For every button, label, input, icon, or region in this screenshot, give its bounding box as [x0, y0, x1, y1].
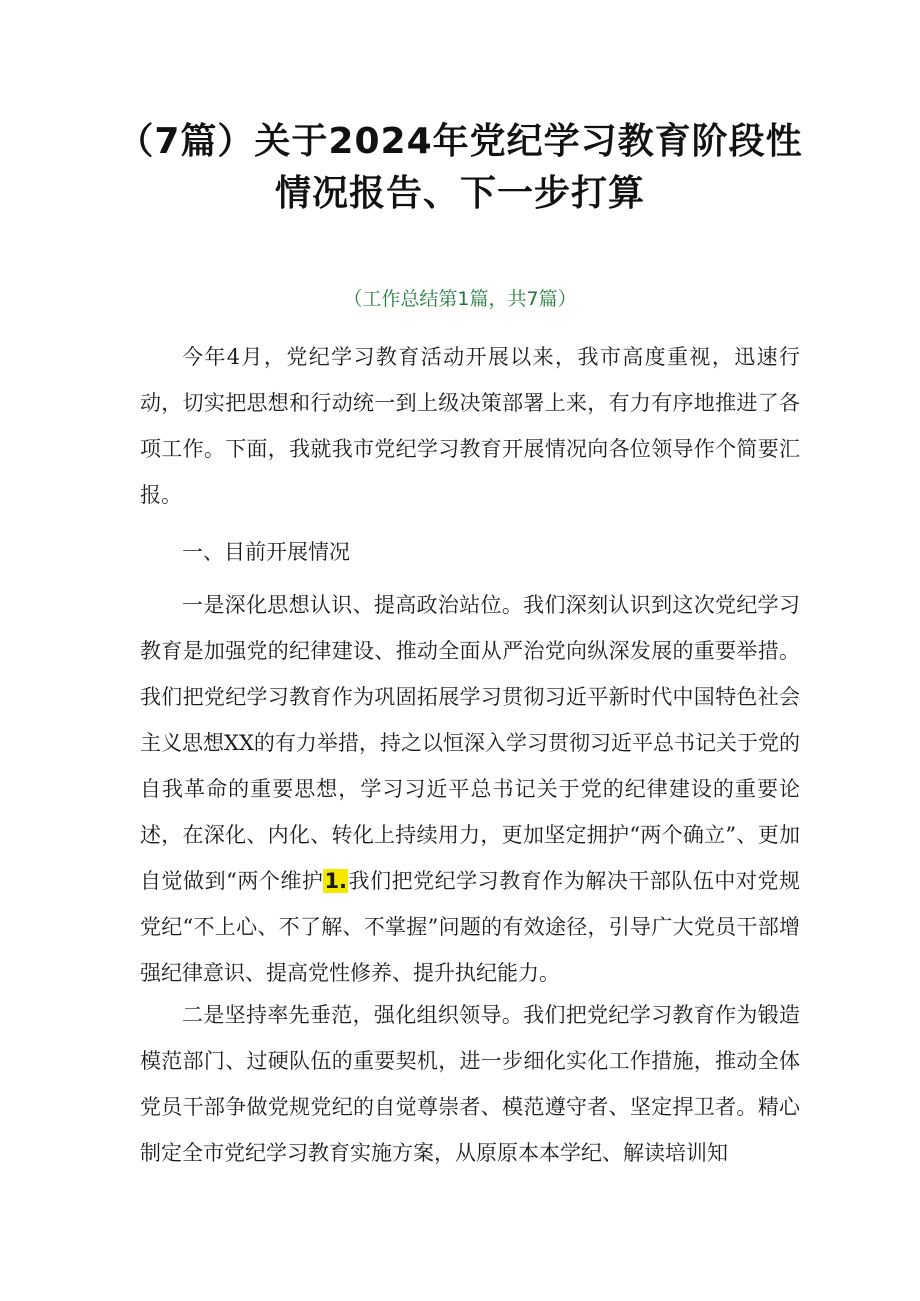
document-subtitle: （工作总结第1篇，共7篇） [343, 288, 577, 310]
paragraph-point-two: 二是坚持率先垂范，强化组织领导。我们把党纪学习教育作为锻造模范部门、过硬队伍的重要契机，进一步细化实化工作措施，推动全体党员干部争做党规党纪的自觉尊崇者、模范遵守者、坚定捍卫者。精心制定全市党纪学习教育实施方案，从原原本本学纪、解读培训知 [140, 1003, 800, 1165]
paragraph-point-one [140, 582, 800, 996]
document-title-line-1: （7篇）关于2024年党纪学习教育阶段性 [117, 121, 803, 162]
paragraph-point-one-text-a: 一是深化思想认识、提高政治站位。我们深刻认识到这次党纪学习教育是加强党的纪律建设、推动全面从严治党向纵深发展的重要举措。我们把党纪学习教育作为巩固拓展学习贯彻习近平新时代中国特色社会主义思想XX的有力举措，持之以恒深入学习贯彻习近平总书记关于党的自我革命的重要思想，学习习近平总书记关于党的纪律建设的重要论述，在深化、内化、转化上持续用力，更加坚定拥护“两个确立”、更加自觉做到“两个维护 [140, 593, 800, 893]
section-heading: 一、目前开展情况 [182, 540, 350, 564]
paragraph-intro: 今年4月，党纪学习教育活动开展以来，我市高度重视，迅速行动，切实把思想和行动统一到上级决策部署上来，有力有序地推进了各项工作。下面，我就我市党纪学习教育开展情况向各位领导作个简要汇报。 [140, 345, 800, 507]
paragraph-point-one-text-b: 我们把党纪学习教育作为解决干部队伍中对党规党纪“不上心、不了解、不掌握”问题的有效途径，引导广大党员干部增强纪律意识、提高党性修养、提升执纪能力。 [140, 869, 800, 985]
document-title-line-2: 情况报告、下一步打算 [274, 173, 645, 214]
highlighted-marker: 1. [324, 869, 348, 893]
